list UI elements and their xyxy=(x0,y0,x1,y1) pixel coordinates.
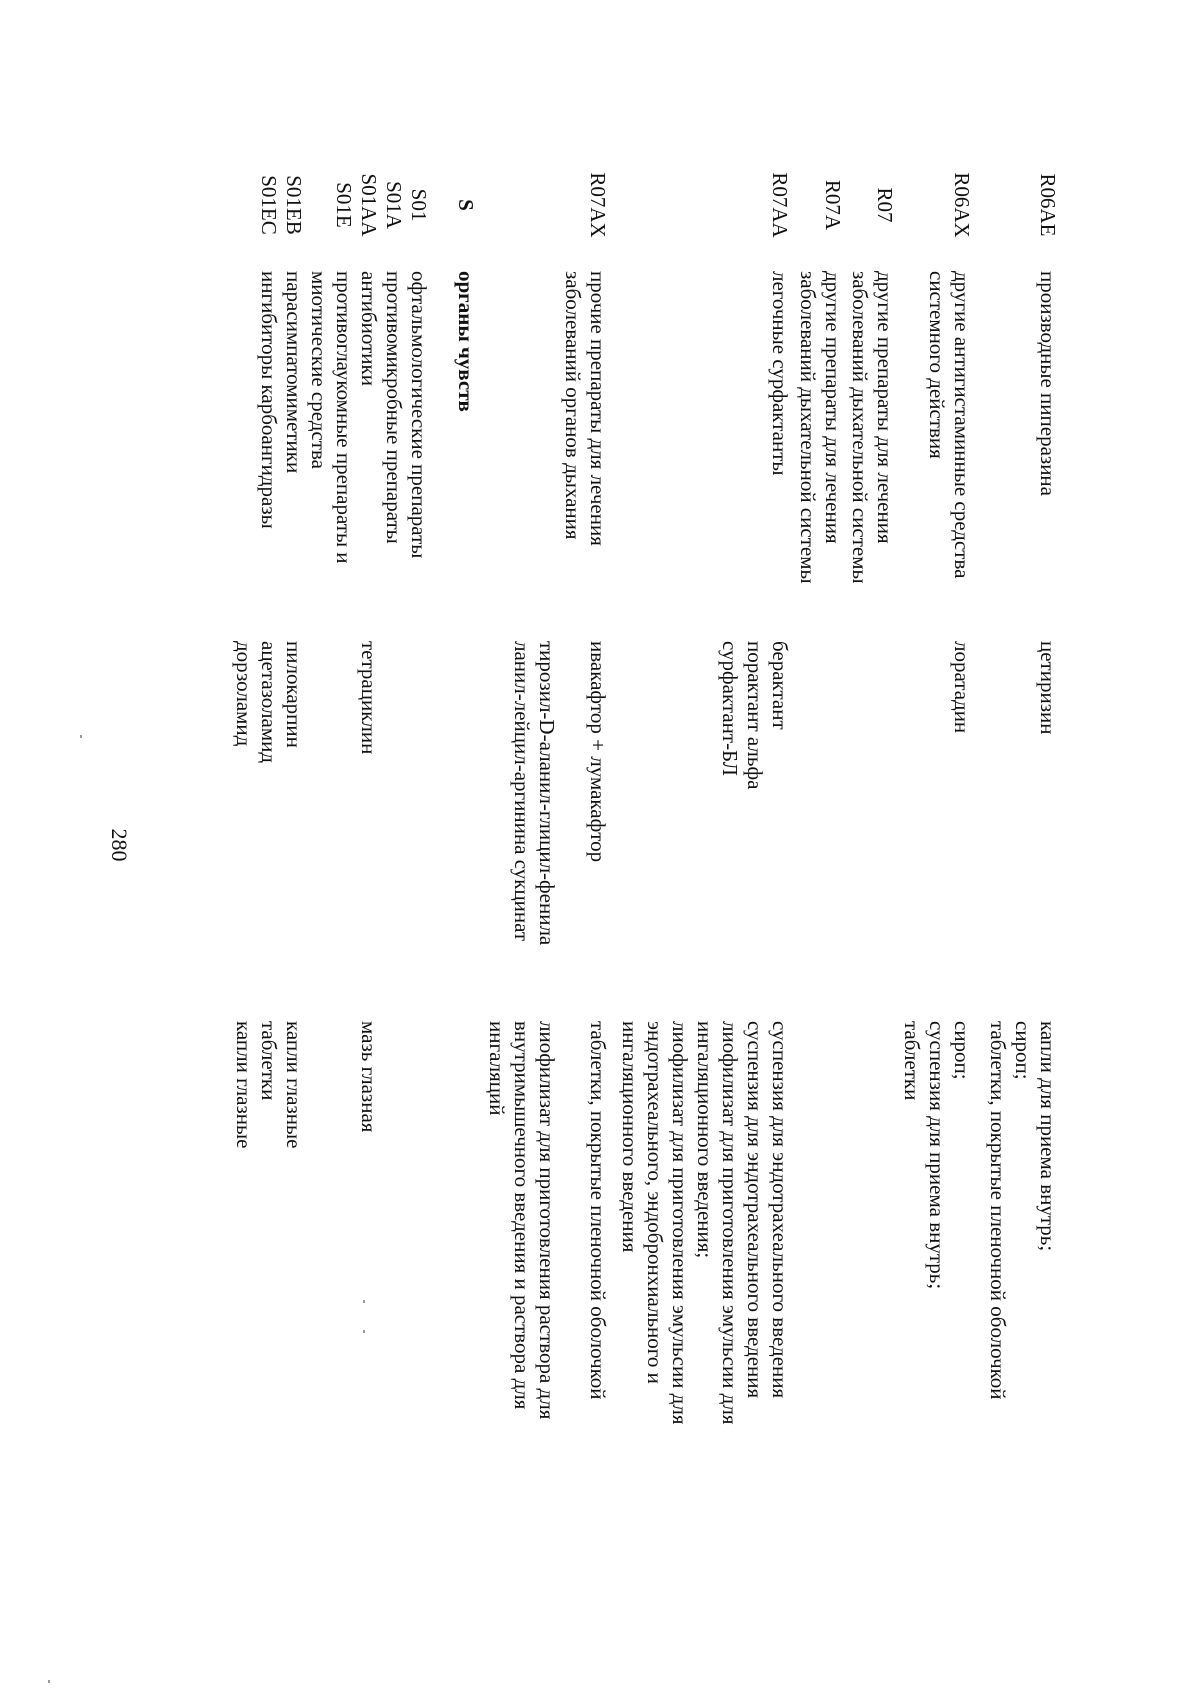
dosage-form: суспензия для приема внутрь; xyxy=(925,1021,949,1290)
drug-name-cell xyxy=(585,641,610,1001)
drug-name: сурфактант-БЛ xyxy=(718,641,742,776)
group-name: другие антигистаминные средства xyxy=(950,271,974,579)
dosage-form-cell xyxy=(985,1021,1060,1581)
atc-code-cell xyxy=(767,165,792,245)
atc-code: R07AA xyxy=(768,172,792,238)
dosage-form: капли глазные xyxy=(282,1021,306,1149)
dosage-form: таблетки xyxy=(900,1021,924,1101)
scan-speck xyxy=(363,1300,365,1303)
atc-code: R07 xyxy=(873,187,897,223)
dosage-form: ингаляций xyxy=(485,1021,509,1116)
atc-code-cell xyxy=(585,165,610,245)
group-name: офтальмологические препараты xyxy=(407,271,431,559)
group-name: системного действия xyxy=(925,271,949,459)
atc-code-cell xyxy=(453,165,478,245)
dosage-form: лиофилизат для приготовления раствора для xyxy=(535,1021,559,1420)
section-title: органы чувств xyxy=(454,271,478,412)
atc-code-cell xyxy=(949,165,974,245)
dosage-form-cell xyxy=(484,1021,559,1581)
dosage-form-cell xyxy=(899,1021,974,1581)
drug-name: ланил-лейцил-аргинина сукцинат xyxy=(510,641,534,942)
atc-code: S01EB xyxy=(282,175,306,235)
atc-code-cell xyxy=(1035,165,1060,245)
atc-code-cell xyxy=(820,165,845,245)
group-name: легочные сурфактанты xyxy=(768,271,792,476)
dosage-form: лиофилизат для приготовления эмульсии для xyxy=(718,1021,742,1425)
drug-name: пилокарпин xyxy=(282,641,306,748)
group-name: прочие препараты для лечения xyxy=(586,271,610,546)
group-name-cell xyxy=(1035,271,1060,571)
drug-name: цетиризин xyxy=(1036,641,1060,735)
dosage-form: эндотрахеального, эндобронхиального и xyxy=(643,1021,667,1384)
scan-speck xyxy=(363,1330,365,1333)
drug-name: порактант альфа xyxy=(743,641,767,790)
atc-code: S01 xyxy=(407,188,431,222)
group-name: миотические средства xyxy=(307,271,331,469)
dosage-form: ингаляционного введения xyxy=(618,1021,642,1253)
dosage-form-cell xyxy=(585,1021,610,1581)
dosage-form: мазь глазная xyxy=(357,1021,381,1133)
drug-name-cell xyxy=(717,641,792,1001)
dosage-form xyxy=(406,1021,431,1581)
group-name: заболеваний дыхательной системы xyxy=(848,271,872,584)
group-name: противомикробные препараты xyxy=(382,271,406,544)
dosage-form: таблетки xyxy=(257,1021,281,1101)
dosage-form-cell xyxy=(231,1021,306,1581)
atc-code: S01AA xyxy=(357,173,381,237)
drug-name: лоратадин xyxy=(950,641,974,734)
group-name: другие препараты для лечения xyxy=(821,271,845,544)
group-name: заболеваний дыхательной системы xyxy=(796,271,820,584)
dosage-form: внутримышечного введения и раствора для xyxy=(510,1021,534,1410)
drug-name: ивакафтор + лумакафтор xyxy=(586,641,610,863)
group-name-cell xyxy=(560,271,610,571)
group-name-cell xyxy=(356,271,431,571)
atc-code: S xyxy=(454,199,478,211)
group-name: антибиотики xyxy=(357,271,381,386)
group-name: противоглаукомные препараты и xyxy=(332,271,356,564)
drug-name-cell xyxy=(356,641,431,1001)
atc-code: S01A xyxy=(382,181,406,229)
drug-name: ацетазоламид xyxy=(257,641,281,764)
scan-speck xyxy=(48,1680,50,1683)
group-name-cell xyxy=(924,271,974,579)
atc-code-cell xyxy=(872,165,897,245)
drug-name xyxy=(381,641,406,1001)
group-name: ингибиторы карбоангидразы xyxy=(257,271,281,529)
group-name-cell xyxy=(306,271,356,571)
atc-code: R06AX xyxy=(950,172,974,238)
drug-name-cell xyxy=(509,641,559,1001)
dosage-form xyxy=(381,1021,406,1581)
atc-code: S01EC xyxy=(257,175,281,235)
dosage-form-cell xyxy=(617,1021,792,1581)
drug-name-cell xyxy=(231,641,306,1001)
scan-speck xyxy=(80,735,82,738)
group-name: производные пиперазина xyxy=(1036,271,1060,496)
dosage-form: сироп; xyxy=(950,1021,974,1080)
atc-code-cell xyxy=(256,165,306,245)
dosage-form: таблетки, покрытые пленочной оболочкой xyxy=(586,1021,610,1400)
dosage-form: капли для приема внутрь; xyxy=(1036,1021,1060,1252)
group-name-cell xyxy=(453,271,478,571)
group-name-cell xyxy=(847,271,897,584)
drug-name: тирозил-D-аланил-глицил-фенила xyxy=(535,641,559,946)
dosage-form: суспензия для эндотрахеального введения xyxy=(743,1021,767,1399)
group-name-cell xyxy=(767,271,792,571)
dosage-form: таблетки, покрытые пленочной оболочкой xyxy=(986,1021,1010,1400)
drug-name-cell xyxy=(1035,641,1060,1001)
atc-code-cell xyxy=(331,165,356,245)
drug-name: берактант xyxy=(768,641,792,730)
group-name: другие препараты для лечения xyxy=(873,271,897,544)
medication-table xyxy=(120,165,1200,1585)
group-name-cell xyxy=(795,271,845,584)
atc-code: S01E xyxy=(332,182,356,228)
drug-name-cell xyxy=(949,641,974,1001)
dosage-form: ингаляционного введения; xyxy=(693,1021,717,1259)
group-name: заболеваний органов дыхания xyxy=(561,271,585,540)
atc-code: R07AX xyxy=(586,172,610,238)
atc-code: R07A xyxy=(821,179,845,231)
dosage-form: капли глазные xyxy=(232,1021,256,1149)
dosage-form: лиофилизат для приготовления эмульсии для xyxy=(668,1021,692,1425)
group-name: парасимпатомиметики xyxy=(282,271,306,474)
drug-name: тетрациклин xyxy=(357,641,381,755)
atc-code: R06AE xyxy=(1036,173,1060,237)
dosage-form: суспензия для эндотрахеального введения xyxy=(768,1021,792,1399)
dosage-form-cell xyxy=(356,1021,431,1581)
page-number: 280 xyxy=(107,828,132,862)
atc-code-cell xyxy=(356,165,431,245)
drug-name: дорзоламид xyxy=(232,641,256,747)
dosage-form: сироп; xyxy=(1011,1021,1035,1080)
drug-name xyxy=(406,641,431,1001)
group-name-cell xyxy=(256,271,306,571)
